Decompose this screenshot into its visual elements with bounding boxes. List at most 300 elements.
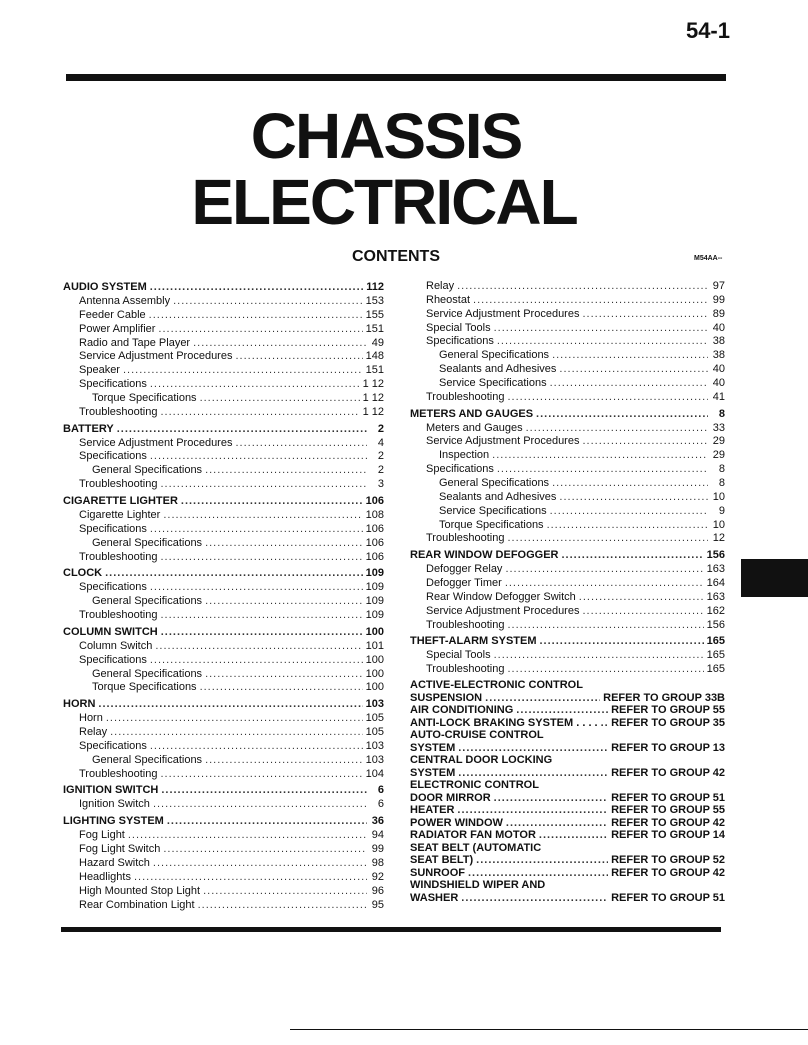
toc-entry[interactable] xyxy=(63,768,384,782)
toc-entry-label: Torque Specifications xyxy=(439,518,544,531)
toc-leader-dots xyxy=(526,422,708,436)
toc-entry[interactable] xyxy=(410,349,725,363)
toc-entry[interactable] xyxy=(63,595,384,609)
toc-entry[interactable] xyxy=(410,335,725,349)
refer-entry[interactable] xyxy=(410,767,725,780)
refer-leader-dots xyxy=(457,804,608,817)
toc-entry-page: 10 xyxy=(712,518,725,531)
toc-entry-page: 6 xyxy=(377,784,384,797)
toc-entry-page: 153 xyxy=(365,295,384,307)
toc-entry-page: 108 xyxy=(365,508,384,521)
toc-leader-dots xyxy=(123,364,363,378)
toc-entry-label: Rear Window Defogger Switch xyxy=(426,590,576,603)
toc-entry-page: 4 xyxy=(377,436,384,449)
toc-leader-dots xyxy=(160,478,367,492)
toc-entry[interactable] xyxy=(410,563,725,577)
toc-entry[interactable] xyxy=(63,681,384,695)
refer-group: REFER TO GROUP 13 xyxy=(611,741,725,754)
refer-entry-label: SUNROOF xyxy=(410,866,465,879)
toc-entry[interactable] xyxy=(63,337,384,351)
toc-entry-page: 100 xyxy=(365,681,384,694)
toc-entry-label: Service Adjustment Procedures xyxy=(79,436,233,449)
toc-entry[interactable] xyxy=(63,323,384,337)
toc-entry-page: 41 xyxy=(712,390,725,403)
toc-leader-dots xyxy=(536,407,708,422)
toc-entry[interactable] xyxy=(410,435,725,449)
toc-leader-dots xyxy=(193,337,367,351)
toc-entry-label: Power Amplifier xyxy=(79,322,156,335)
toc-entry-label: Hazard Switch xyxy=(79,857,150,869)
toc-entry[interactable] xyxy=(63,509,384,523)
toc-leader-dots xyxy=(198,899,367,913)
toc-leader-dots xyxy=(200,392,360,406)
toc-entry-page: 106 xyxy=(365,550,384,563)
toc-entry-label: AUDIO SYSTEM xyxy=(63,281,147,293)
toc-entry[interactable] xyxy=(63,392,384,406)
toc-entry-label: High Mounted Stop Light xyxy=(79,884,201,897)
toc-entry[interactable] xyxy=(63,829,384,843)
refer-entry[interactable] xyxy=(410,742,725,755)
toc-entry[interactable] xyxy=(63,798,384,812)
toc-entry-label: Sealants and Adhesives xyxy=(439,490,557,503)
toc-entry-page: 1 12 xyxy=(362,391,384,404)
toc-section-heading[interactable] xyxy=(410,407,725,422)
refer-group: REFER TO GROUP 14 xyxy=(611,829,725,842)
toc-entry-label: Troubleshooting xyxy=(426,532,505,545)
toc-entry-label: Antenna Assembly xyxy=(79,295,171,307)
toc-entry-page: 165 xyxy=(706,635,725,648)
toc-entry-label: Rear Combination Light xyxy=(79,898,195,911)
title-line-2: ELECTRICAL xyxy=(191,166,577,238)
refer-entry[interactable] xyxy=(410,842,725,855)
toc-entry-page: 40 xyxy=(712,321,725,334)
toc-entry[interactable] xyxy=(410,605,725,619)
toc-leader-dots xyxy=(494,322,708,336)
toc-entry-page: 97 xyxy=(712,280,725,292)
refer-entry[interactable] xyxy=(410,879,725,892)
toc-entry-label: Specifications xyxy=(79,581,147,594)
toc-entry-label: Torque Specifications xyxy=(92,391,197,404)
toc-entry-label: Specifications xyxy=(79,739,147,752)
refer-group: REFER TO GROUP 33B xyxy=(603,691,725,704)
toc-entry[interactable] xyxy=(410,422,725,436)
toc-leader-dots xyxy=(200,681,363,695)
toc-entry-page: 2 xyxy=(377,464,384,477)
toc-leader-dots xyxy=(149,309,363,323)
toc-entry-page: 162 xyxy=(706,604,725,617)
toc-entry-label: Rheostat xyxy=(426,293,471,306)
toc-entry[interactable] xyxy=(63,871,384,885)
toc-leader-dots xyxy=(473,294,708,308)
refer-entry-label: ANTI-LOCK BRAKING SYSTEM . . . . xyxy=(410,716,598,729)
refer-list xyxy=(410,679,725,904)
toc-entry-label: Horn xyxy=(79,712,103,725)
toc-leader-dots xyxy=(507,532,708,546)
refer-entry[interactable] xyxy=(410,729,725,742)
toc-leader-dots xyxy=(203,885,367,899)
toc-leader-dots xyxy=(582,605,703,619)
toc-leader-dots xyxy=(161,625,363,640)
toc-entry-label: THEFT-ALARM SYSTEM xyxy=(410,635,537,648)
toc-section-heading[interactable] xyxy=(63,783,384,798)
contents-heading: CONTENTS xyxy=(352,248,440,265)
toc-entry[interactable] xyxy=(63,537,384,551)
refer-entry[interactable] xyxy=(410,817,725,830)
toc-entry-page: 38 xyxy=(712,349,725,362)
toc-entry[interactable] xyxy=(63,609,384,623)
toc-entry-label: Defogger Timer xyxy=(426,577,502,590)
toc-entry[interactable] xyxy=(63,464,384,478)
toc-leader-dots xyxy=(150,450,367,464)
toc-entry[interactable] xyxy=(63,754,384,768)
toc-entry-page: 8 xyxy=(718,407,725,420)
toc-entry[interactable] xyxy=(63,523,384,537)
toc-leader-dots xyxy=(235,437,367,451)
toc-entry[interactable] xyxy=(63,450,384,464)
toc-entry-page: 165 xyxy=(706,649,725,662)
toc-entry-label: Service Specifications xyxy=(439,504,547,517)
toc-entry[interactable] xyxy=(63,406,384,420)
toc-entry-label: Specifications xyxy=(79,522,147,535)
toc-entry-page: 103 xyxy=(365,753,384,766)
toc-entry-label: Radio and Tape Player xyxy=(79,336,191,349)
toc-entry-page: 1 12 xyxy=(362,378,384,391)
toc-entry-page: 8 xyxy=(718,463,725,476)
refer-leader-dots xyxy=(516,704,608,717)
toc-leader-dots xyxy=(497,463,708,477)
toc-entry-label: Specifications xyxy=(79,450,147,463)
toc-entry-page: 156 xyxy=(706,618,725,631)
toc-leader-dots xyxy=(550,377,708,391)
refer-entry[interactable] xyxy=(410,692,725,705)
refer-entry-label: ELECTRONIC CONTROL xyxy=(410,779,539,792)
toc-entry-page: 40 xyxy=(712,376,725,389)
toc-entry-page: 33 xyxy=(712,421,725,434)
toc-entry-page: 106 xyxy=(365,494,384,507)
toc-entry-label: Troubleshooting xyxy=(79,550,158,563)
toc-entry-page: 100 xyxy=(365,653,384,666)
toc-section-heading[interactable] xyxy=(63,566,384,581)
toc-entry[interactable] xyxy=(63,726,384,740)
toc-leader-dots xyxy=(205,537,363,551)
refer-entry[interactable] xyxy=(410,804,725,817)
toc-entry-page: 8 xyxy=(718,476,725,489)
refer-group: REFER TO GROUP 55 xyxy=(611,704,725,717)
toc-entry-label: COLUMN SWITCH xyxy=(63,625,158,638)
toc-entry[interactable] xyxy=(63,668,384,682)
toc-entry-label: Service Adjustment Procedures xyxy=(426,604,580,617)
toc-entry[interactable] xyxy=(410,519,725,533)
toc-leader-dots xyxy=(105,566,363,581)
toc-entry[interactable] xyxy=(410,649,725,663)
refer-entry[interactable] xyxy=(410,717,725,730)
refer-entry[interactable] xyxy=(410,792,725,805)
toc-entry-label: General Specifications xyxy=(92,464,203,477)
toc-entry-label: Troubleshooting xyxy=(426,618,505,631)
toc-entry[interactable] xyxy=(410,308,725,322)
refer-leader-dots xyxy=(485,692,600,705)
toc-entry-label: CIGARETTE LIGHTER xyxy=(63,494,178,507)
toc-entry-label: Cigarette Lighter xyxy=(79,508,161,521)
toc-leader-dots xyxy=(163,843,367,857)
toc-leader-dots xyxy=(552,477,708,491)
refer-entry-label: DOOR MIRROR xyxy=(410,791,491,804)
toc-entry[interactable] xyxy=(63,551,384,565)
toc-section-heading[interactable] xyxy=(63,494,384,509)
toc-entry[interactable] xyxy=(63,740,384,754)
toc-entry[interactable] xyxy=(63,712,384,726)
toc-entry-label: REAR WINDOW DEFOGGER xyxy=(410,549,559,562)
toc-entry-page: 98 xyxy=(371,857,384,869)
toc-entry[interactable] xyxy=(410,377,725,391)
refer-group: REFER TO GROUP 42 xyxy=(611,816,725,829)
toc-leader-dots xyxy=(150,654,363,668)
toc-entry[interactable] xyxy=(63,581,384,595)
toc-entry-page: 163 xyxy=(706,563,725,576)
toc-entry-label: Relay xyxy=(426,280,455,292)
toc-entry-label: General Specifications xyxy=(92,667,203,680)
toc-entry-page: 96 xyxy=(371,884,384,897)
toc-entry-page: 106 xyxy=(365,522,384,535)
refer-entry[interactable] xyxy=(410,867,725,880)
toc-entry-page: 49 xyxy=(371,336,384,349)
footer-rule xyxy=(290,1029,808,1030)
toc-section-heading[interactable] xyxy=(63,625,384,640)
toc-leader-dots xyxy=(160,406,359,420)
toc-entry[interactable] xyxy=(410,577,725,591)
page-number: 54-1 xyxy=(685,18,730,43)
toc-entry[interactable] xyxy=(63,640,384,654)
top-rule xyxy=(66,74,726,81)
toc-leader-dots xyxy=(559,491,708,505)
toc-entry-page: 1 12 xyxy=(362,405,384,418)
toc-entry[interactable] xyxy=(63,843,384,857)
toc-entry-page: 99 xyxy=(712,293,725,306)
refer-entry[interactable] xyxy=(410,829,725,842)
toc-entry-page: 89 xyxy=(712,307,725,320)
refer-entry[interactable] xyxy=(410,892,725,905)
toc-entry-label: General Specifications xyxy=(439,476,550,489)
refer-leader-dots xyxy=(468,867,608,880)
toc-entry[interactable] xyxy=(63,885,384,899)
toc-entry[interactable] xyxy=(410,477,725,491)
toc-entry-label: Service Adjustment Procedures xyxy=(426,435,580,448)
toc-leader-dots xyxy=(205,595,363,609)
toc-entry-page: 155 xyxy=(365,308,384,321)
refer-group: REFER TO GROUP 35 xyxy=(611,716,725,729)
toc-leader-dots xyxy=(547,519,708,533)
toc-entry-label: Service Adjustment Procedures xyxy=(426,307,580,320)
toc-section-heading[interactable] xyxy=(410,548,725,563)
toc-entry[interactable] xyxy=(63,478,384,492)
refer-entry-label: SEAT BELT) xyxy=(410,854,474,867)
toc-entry-label: Feeder Cable xyxy=(79,308,146,321)
toc-entry[interactable] xyxy=(63,899,384,913)
refer-entry-label: POWER WINDOW xyxy=(410,816,503,829)
toc-entry-page: 151 xyxy=(365,322,384,335)
toc-section-heading[interactable] xyxy=(63,422,384,437)
toc-leader-dots xyxy=(134,871,367,885)
toc-entry-label: Specifications xyxy=(79,653,147,666)
toc-entry-page: 38 xyxy=(712,335,725,348)
toc-left-column xyxy=(63,280,384,912)
refer-entry[interactable] xyxy=(410,704,725,717)
toc-entry-label: Meters and Gauges xyxy=(426,421,523,434)
toc-section-heading[interactable] xyxy=(63,280,384,295)
toc-leader-dots xyxy=(106,712,363,726)
toc-entry-label: Troubleshooting xyxy=(79,478,158,491)
toc-entry[interactable] xyxy=(63,378,384,392)
toc-leader-dots xyxy=(150,581,363,595)
toc-entry[interactable] xyxy=(410,532,725,546)
toc-entry-page: 112 xyxy=(366,281,384,293)
refer-leader-dots xyxy=(506,817,608,830)
refer-entry[interactable] xyxy=(410,679,725,692)
toc-leader-dots xyxy=(540,634,704,649)
toc-entry-label: Torque Specifications xyxy=(92,681,197,694)
toc-entry[interactable] xyxy=(410,505,725,519)
refer-entry-label: AIR CONDITIONING xyxy=(410,704,514,717)
toc-entry[interactable] xyxy=(410,449,725,463)
refer-entry-label: WASHER xyxy=(410,891,459,904)
refer-leader-dots xyxy=(458,742,608,755)
toc-entry-page: 2 xyxy=(377,422,384,435)
toc-entry-label: Relay xyxy=(79,726,108,739)
toc-entry-label: Fog Light xyxy=(79,829,125,842)
refer-leader-dots xyxy=(461,892,608,905)
toc-leader-dots xyxy=(507,391,708,405)
toc-entry-page: 104 xyxy=(365,767,384,780)
toc-leader-dots xyxy=(161,783,367,798)
toc-entry-label: LIGHTING SYSTEM xyxy=(63,815,164,828)
toc-section-heading[interactable] xyxy=(63,814,384,829)
toc-entry[interactable] xyxy=(63,654,384,668)
toc-leader-dots xyxy=(507,619,703,633)
toc-entry-label: Ignition Switch xyxy=(79,798,150,811)
toc-leader-dots xyxy=(205,754,363,768)
toc-entry[interactable] xyxy=(410,491,725,505)
toc-entry-page: 94 xyxy=(371,829,384,842)
toc-entry-page: 148 xyxy=(365,350,384,363)
toc-leader-dots xyxy=(550,505,708,519)
toc-leader-dots xyxy=(158,323,362,337)
toc-leader-dots xyxy=(153,798,367,812)
toc-entry-label: Specifications xyxy=(426,335,494,348)
toc-section-heading[interactable] xyxy=(63,697,384,712)
toc-entry-label: General Specifications xyxy=(92,753,203,766)
toc-leader-dots xyxy=(160,551,362,565)
toc-entry-label: Column Switch xyxy=(79,639,153,652)
refer-group: REFER TO GROUP 42 xyxy=(611,766,725,779)
bottom-rule xyxy=(61,927,721,932)
toc-entry[interactable] xyxy=(410,463,725,477)
toc-leader-dots xyxy=(117,422,367,437)
toc-entry-label: Inspection xyxy=(439,449,490,462)
toc-entry-label: Defogger Relay xyxy=(426,563,503,576)
toc-entry[interactable] xyxy=(410,294,725,308)
toc-leader-dots xyxy=(160,609,362,623)
toc-entry-label: Speaker xyxy=(79,364,120,377)
toc-entry[interactable] xyxy=(63,364,384,378)
toc-entry-label: METERS AND GAUGES xyxy=(410,407,534,420)
refer-entry[interactable] xyxy=(410,754,725,767)
toc-entry[interactable] xyxy=(63,350,384,364)
refer-group: REFER TO GROUP 51 xyxy=(611,791,725,804)
toc-entry[interactable] xyxy=(410,619,725,633)
toc-entry-label: Troubleshooting xyxy=(79,609,158,622)
toc-leader-dots xyxy=(492,449,708,463)
toc-leader-dots xyxy=(505,577,704,591)
toc-entry-page: 163 xyxy=(706,590,725,603)
toc-entry-page: 10 xyxy=(712,490,725,503)
refer-entry-label: RADIATOR FAN MOTOR xyxy=(410,829,536,842)
toc-entry-label: Troubleshooting xyxy=(426,390,505,403)
toc-entry-page: 95 xyxy=(371,898,384,911)
toc-entry-label: Sealants and Adhesives xyxy=(439,363,557,376)
toc-entry[interactable] xyxy=(63,857,384,871)
toc-leader-dots xyxy=(235,350,362,364)
toc-entry[interactable] xyxy=(63,309,384,323)
refer-entry[interactable] xyxy=(410,779,725,792)
toc-entry-label: General Specifications xyxy=(92,536,203,549)
toc-entry[interactable] xyxy=(63,295,384,309)
toc-entry-label: HORN xyxy=(63,698,96,711)
toc-leader-dots xyxy=(98,697,362,712)
toc-leader-dots xyxy=(173,295,363,309)
toc-entry-label: Troubleshooting xyxy=(426,663,505,676)
toc-entry-label: Troubleshooting xyxy=(79,767,158,780)
toc-leader-dots xyxy=(457,280,708,294)
toc-leader-dots xyxy=(167,814,367,829)
refer-leader-dots xyxy=(601,717,608,730)
toc-entry-page: 29 xyxy=(712,435,725,448)
toc-entry-page: 109 xyxy=(365,609,384,622)
toc-entry[interactable] xyxy=(410,663,725,677)
refer-entry-label: SEAT BELT (AUTOMATIC xyxy=(410,841,542,854)
toc-leader-dots xyxy=(155,640,362,654)
refer-group: REFER TO GROUP 42 xyxy=(611,866,725,879)
refer-entry[interactable] xyxy=(410,854,725,867)
toc-entry-page: 40 xyxy=(712,363,725,376)
refer-leader-dots xyxy=(476,854,608,867)
toc-entry[interactable] xyxy=(410,391,725,405)
section-tab xyxy=(741,559,808,597)
toc-entry-page: 2 xyxy=(377,450,384,463)
toc-entry[interactable] xyxy=(410,322,725,336)
toc-leader-dots xyxy=(505,563,703,577)
toc-leader-dots xyxy=(153,857,367,871)
toc-leader-dots xyxy=(507,663,703,677)
toc-entry-page: 106 xyxy=(365,536,384,549)
toc-entry-page: 109 xyxy=(365,595,384,608)
toc-entry-page: 156 xyxy=(706,549,725,562)
refer-leader-dots xyxy=(458,767,608,780)
toc-entry-page: 36 xyxy=(371,815,384,828)
toc-entry-label: BATTERY xyxy=(63,422,114,435)
toc-entry[interactable] xyxy=(410,591,725,605)
toc-leader-dots xyxy=(150,280,364,295)
refer-entry-label: HEATER xyxy=(410,804,455,817)
toc-entry[interactable] xyxy=(63,437,384,451)
toc-entry-label: Service Adjustment Procedures xyxy=(79,350,233,363)
toc-leader-dots xyxy=(110,726,363,740)
toc-entry[interactable] xyxy=(410,363,725,377)
toc-entry-label: CLOCK xyxy=(63,567,103,580)
toc-entry-label: General Specifications xyxy=(92,595,203,608)
toc-leader-dots xyxy=(205,668,363,682)
toc-entry[interactable] xyxy=(410,280,725,294)
toc-section-heading[interactable] xyxy=(410,634,725,649)
